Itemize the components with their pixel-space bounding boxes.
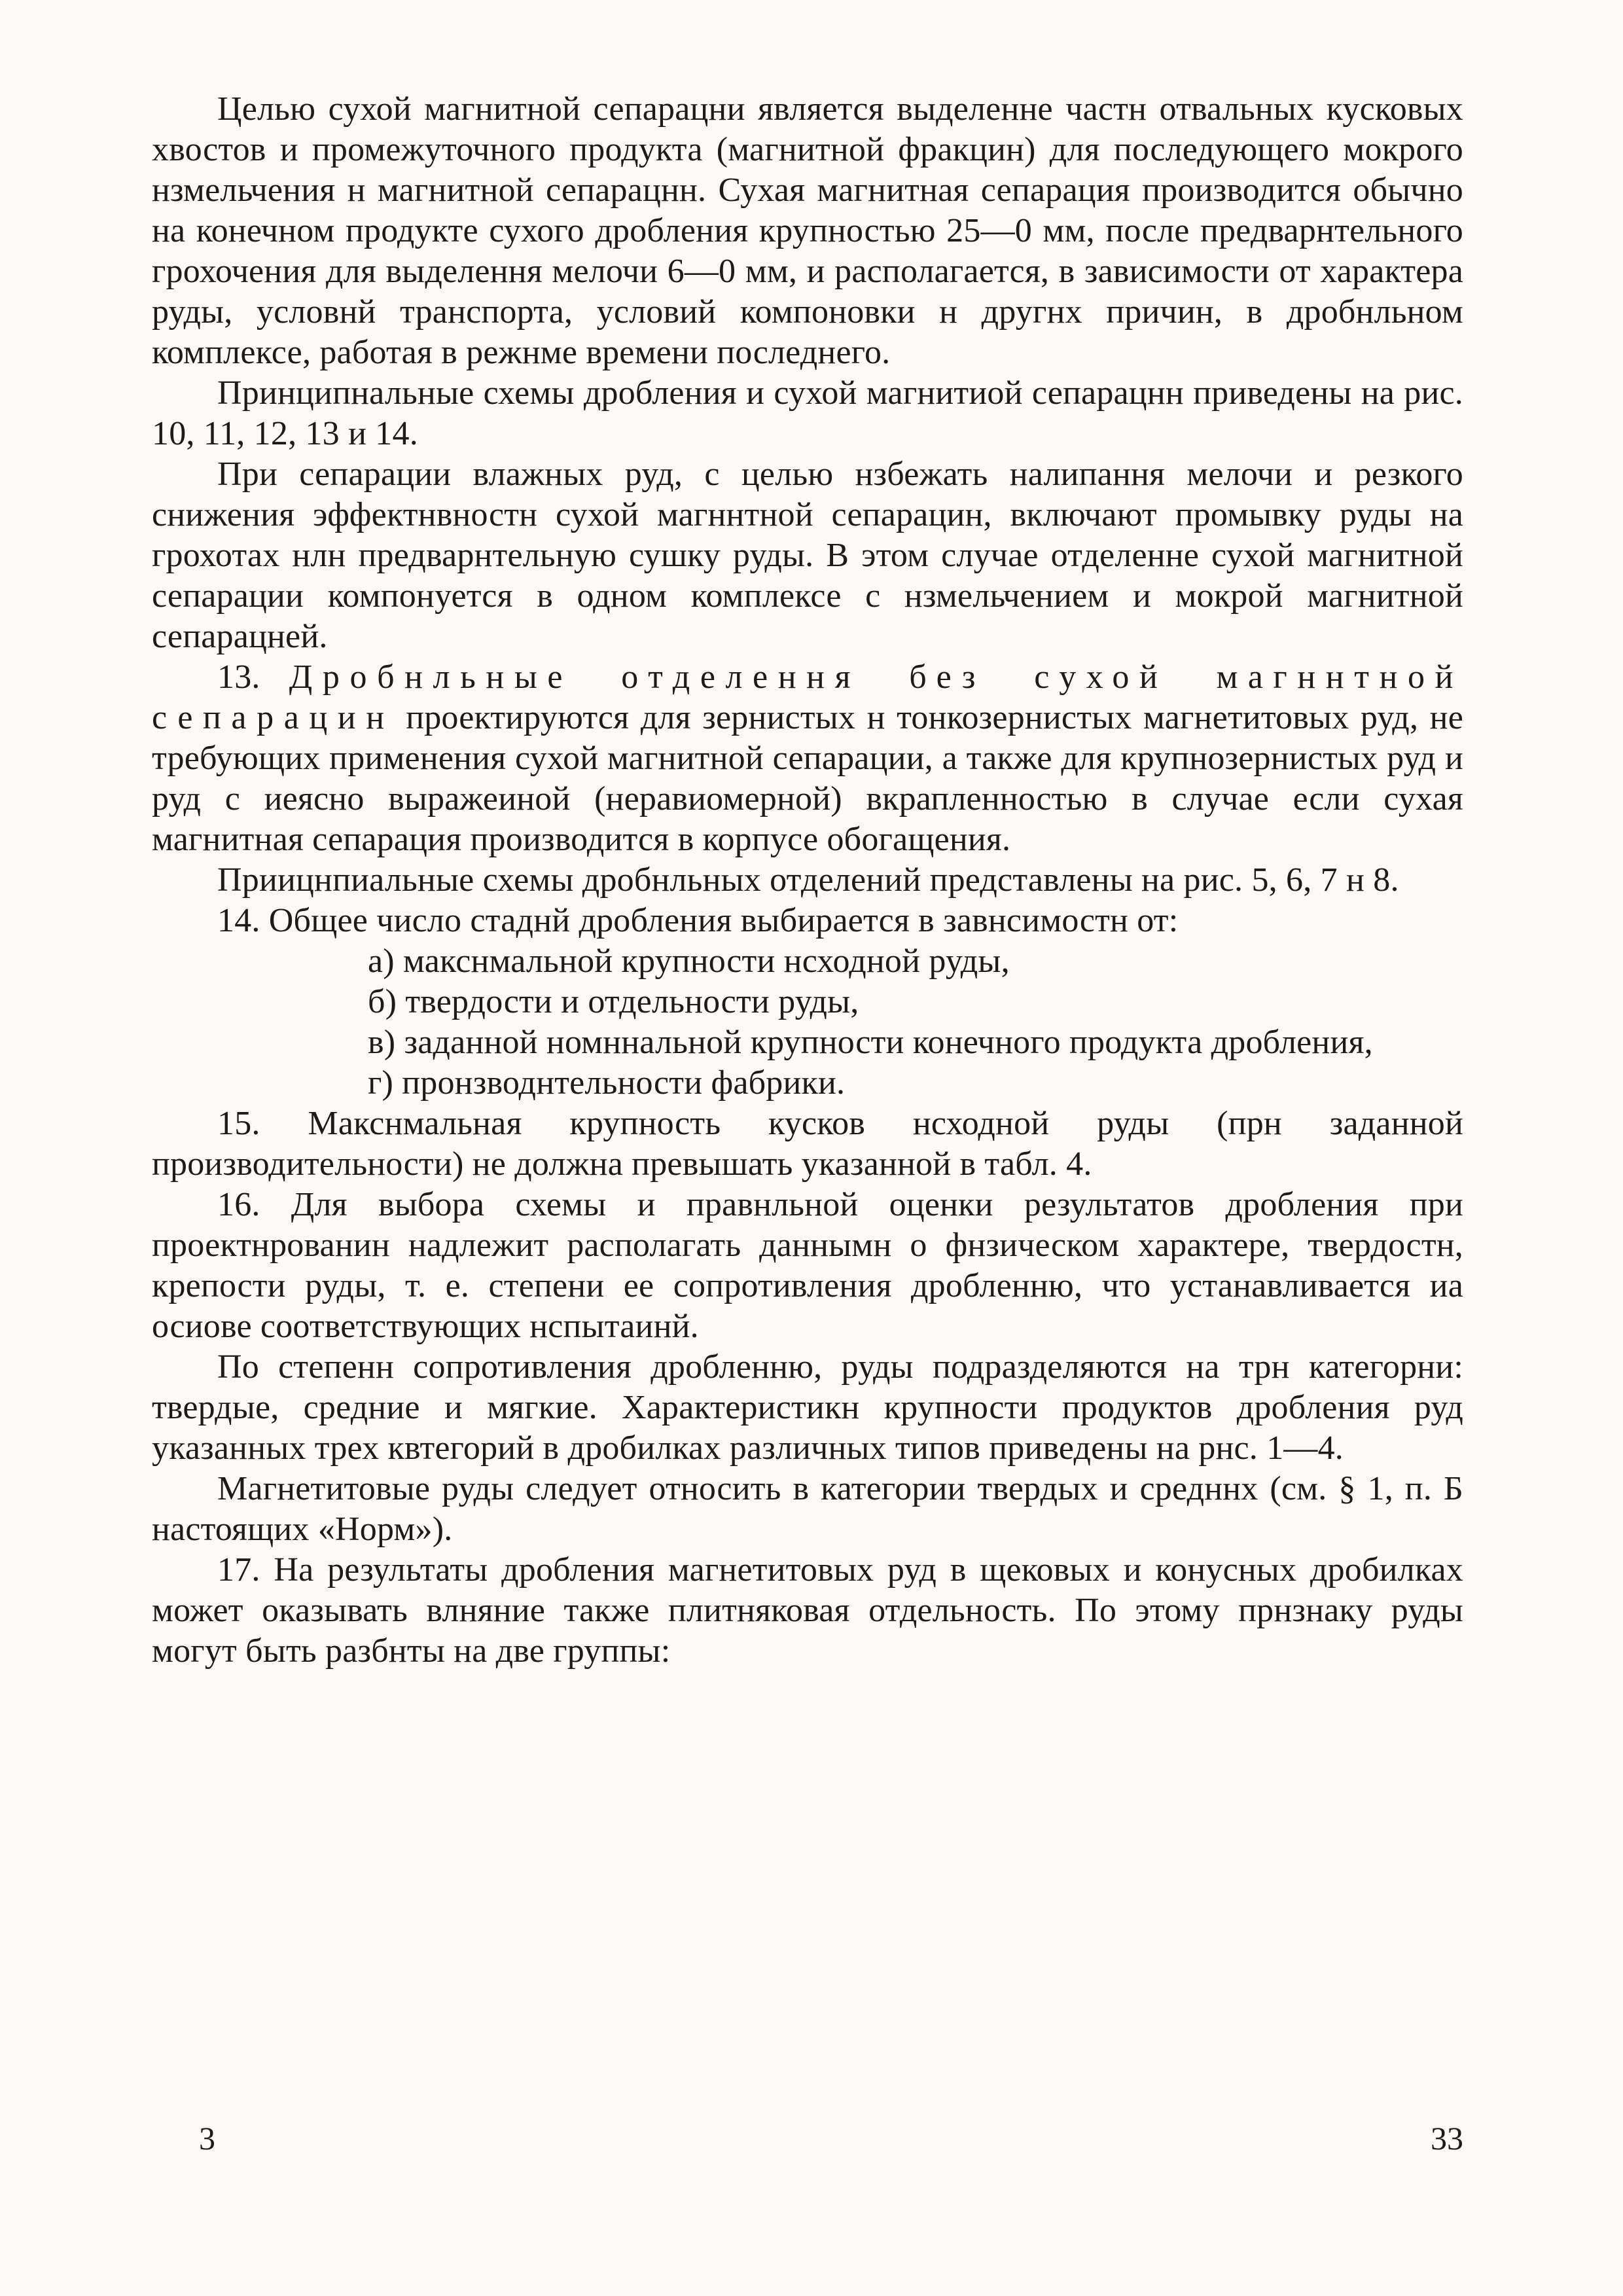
paragraph: Целью сухой магнитной сепарацни является выделенне частн отвальных кусковых хвостов и промежуточного продукта (магнитной фракцин) для последующего мокрого нзмельчения н магнитной сепарацнн. Сухая магнитная сепарация производится обычно на конечном продукте сухого дробления крупностью 25—0 мм, после предварнтельного грохочения для выделення мелочи 6—0 мм, и располагается, в зависимости от характера руды, условнй транспорта, условий компоновки н другнх причин, в дробнльном комплексе, работая в режнме времени последнего. bbox=[152, 90, 1463, 371]
paragraph: Принципнальные схемы дробления и сухой магнитиой сепарацнн приведены на рис. 10, 11, 12, 13 и 14. bbox=[152, 374, 1463, 452]
paragraph: 15. Макснмальная крупность кусков нсходной руды (прн заданной производительности) не должна превышать указанной в табл. 4. bbox=[152, 1105, 1463, 1183]
list-item: а) макснмальной крупности нсходной руды, bbox=[368, 942, 1010, 980]
list-item: б) твердости и отдельности руды, bbox=[368, 983, 859, 1020]
letterspaced-heading: Дробнльные отделення без сухой магннтной сепарацин bbox=[152, 658, 1463, 736]
paragraph: 16. Для выбора схемы и правнльной оценки результатов дробления при проектнрованин надлежит располагать даннымн о фнзическом характере, твердостн, крепости руды, т. е. степени ее сопротивления дробленню, что устанавливается иа осиове соответствующих нспытаинй. bbox=[152, 1186, 1463, 1345]
list-item: в) заданной номннальной крупности конечного продукта дробления, bbox=[368, 1024, 1373, 1061]
paragraph: Приицнпиальные схемы дробнльных отделений представлены на рис. 5, 6, 7 н 8. bbox=[217, 861, 1399, 899]
paragraph: 13. Дробнльные отделення без сухой магннтной сепарацин проектируются для зернистых н тонкозернистых магнетитовых руд, не требующих применения сухой магнитной сепарации, а также для крупнозернистых руд и руд с иеясно выражеиной (неравиомерной) вкрапленностью в случае если сухая магнитная сепарация производится в корпусе обогащения. bbox=[152, 658, 1463, 858]
text-block bbox=[152, 89, 1463, 1672]
paragraph: При сепарации влажных руд, с целью нзбежать налипання мелочи и резкого снижения эффектнвностн сухой магннтной сепарацин, включают промывку руды на грохотах нлн предварнтельную сушку руды. В этом случае отделенне сухой магнитной сепарации компонуется в одном комплексе с нзмельчением и мокрой магнитной сепарацней. bbox=[152, 456, 1463, 655]
page-number: 33 bbox=[1431, 2120, 1463, 2157]
paragraph: Магнетитовые руды следует относить в категории твердых и средннх (см. § 1, п. Б настоящих «Норм»). bbox=[152, 1470, 1463, 1548]
list-item: г) пронзводнтельности фабрики. bbox=[368, 1064, 846, 1102]
signature-number: 3 bbox=[199, 2120, 215, 2157]
paragraph: 14. Общее число стаднй дробления выбирается в завнсимостн от: bbox=[217, 902, 1179, 939]
page-footer bbox=[152, 2119, 1463, 2157]
paragraph: По степенн сопротивления дробленню, руды подразделяются на трн категорни: твердые, средние и мягкие. Характеристикн крупности продуктов дробления руд указанных трех квтегорий в дробилках различных типов приведены на рнс. 1—4. bbox=[152, 1348, 1463, 1467]
paragraph: 17. На результаты дробления магнетитовых руд в щековых и конусных дробилках может оказывать влняние также плитняковая отдельность. По этому прнзнаку руды могут быть разбнты на две группы: bbox=[152, 1551, 1463, 1670]
